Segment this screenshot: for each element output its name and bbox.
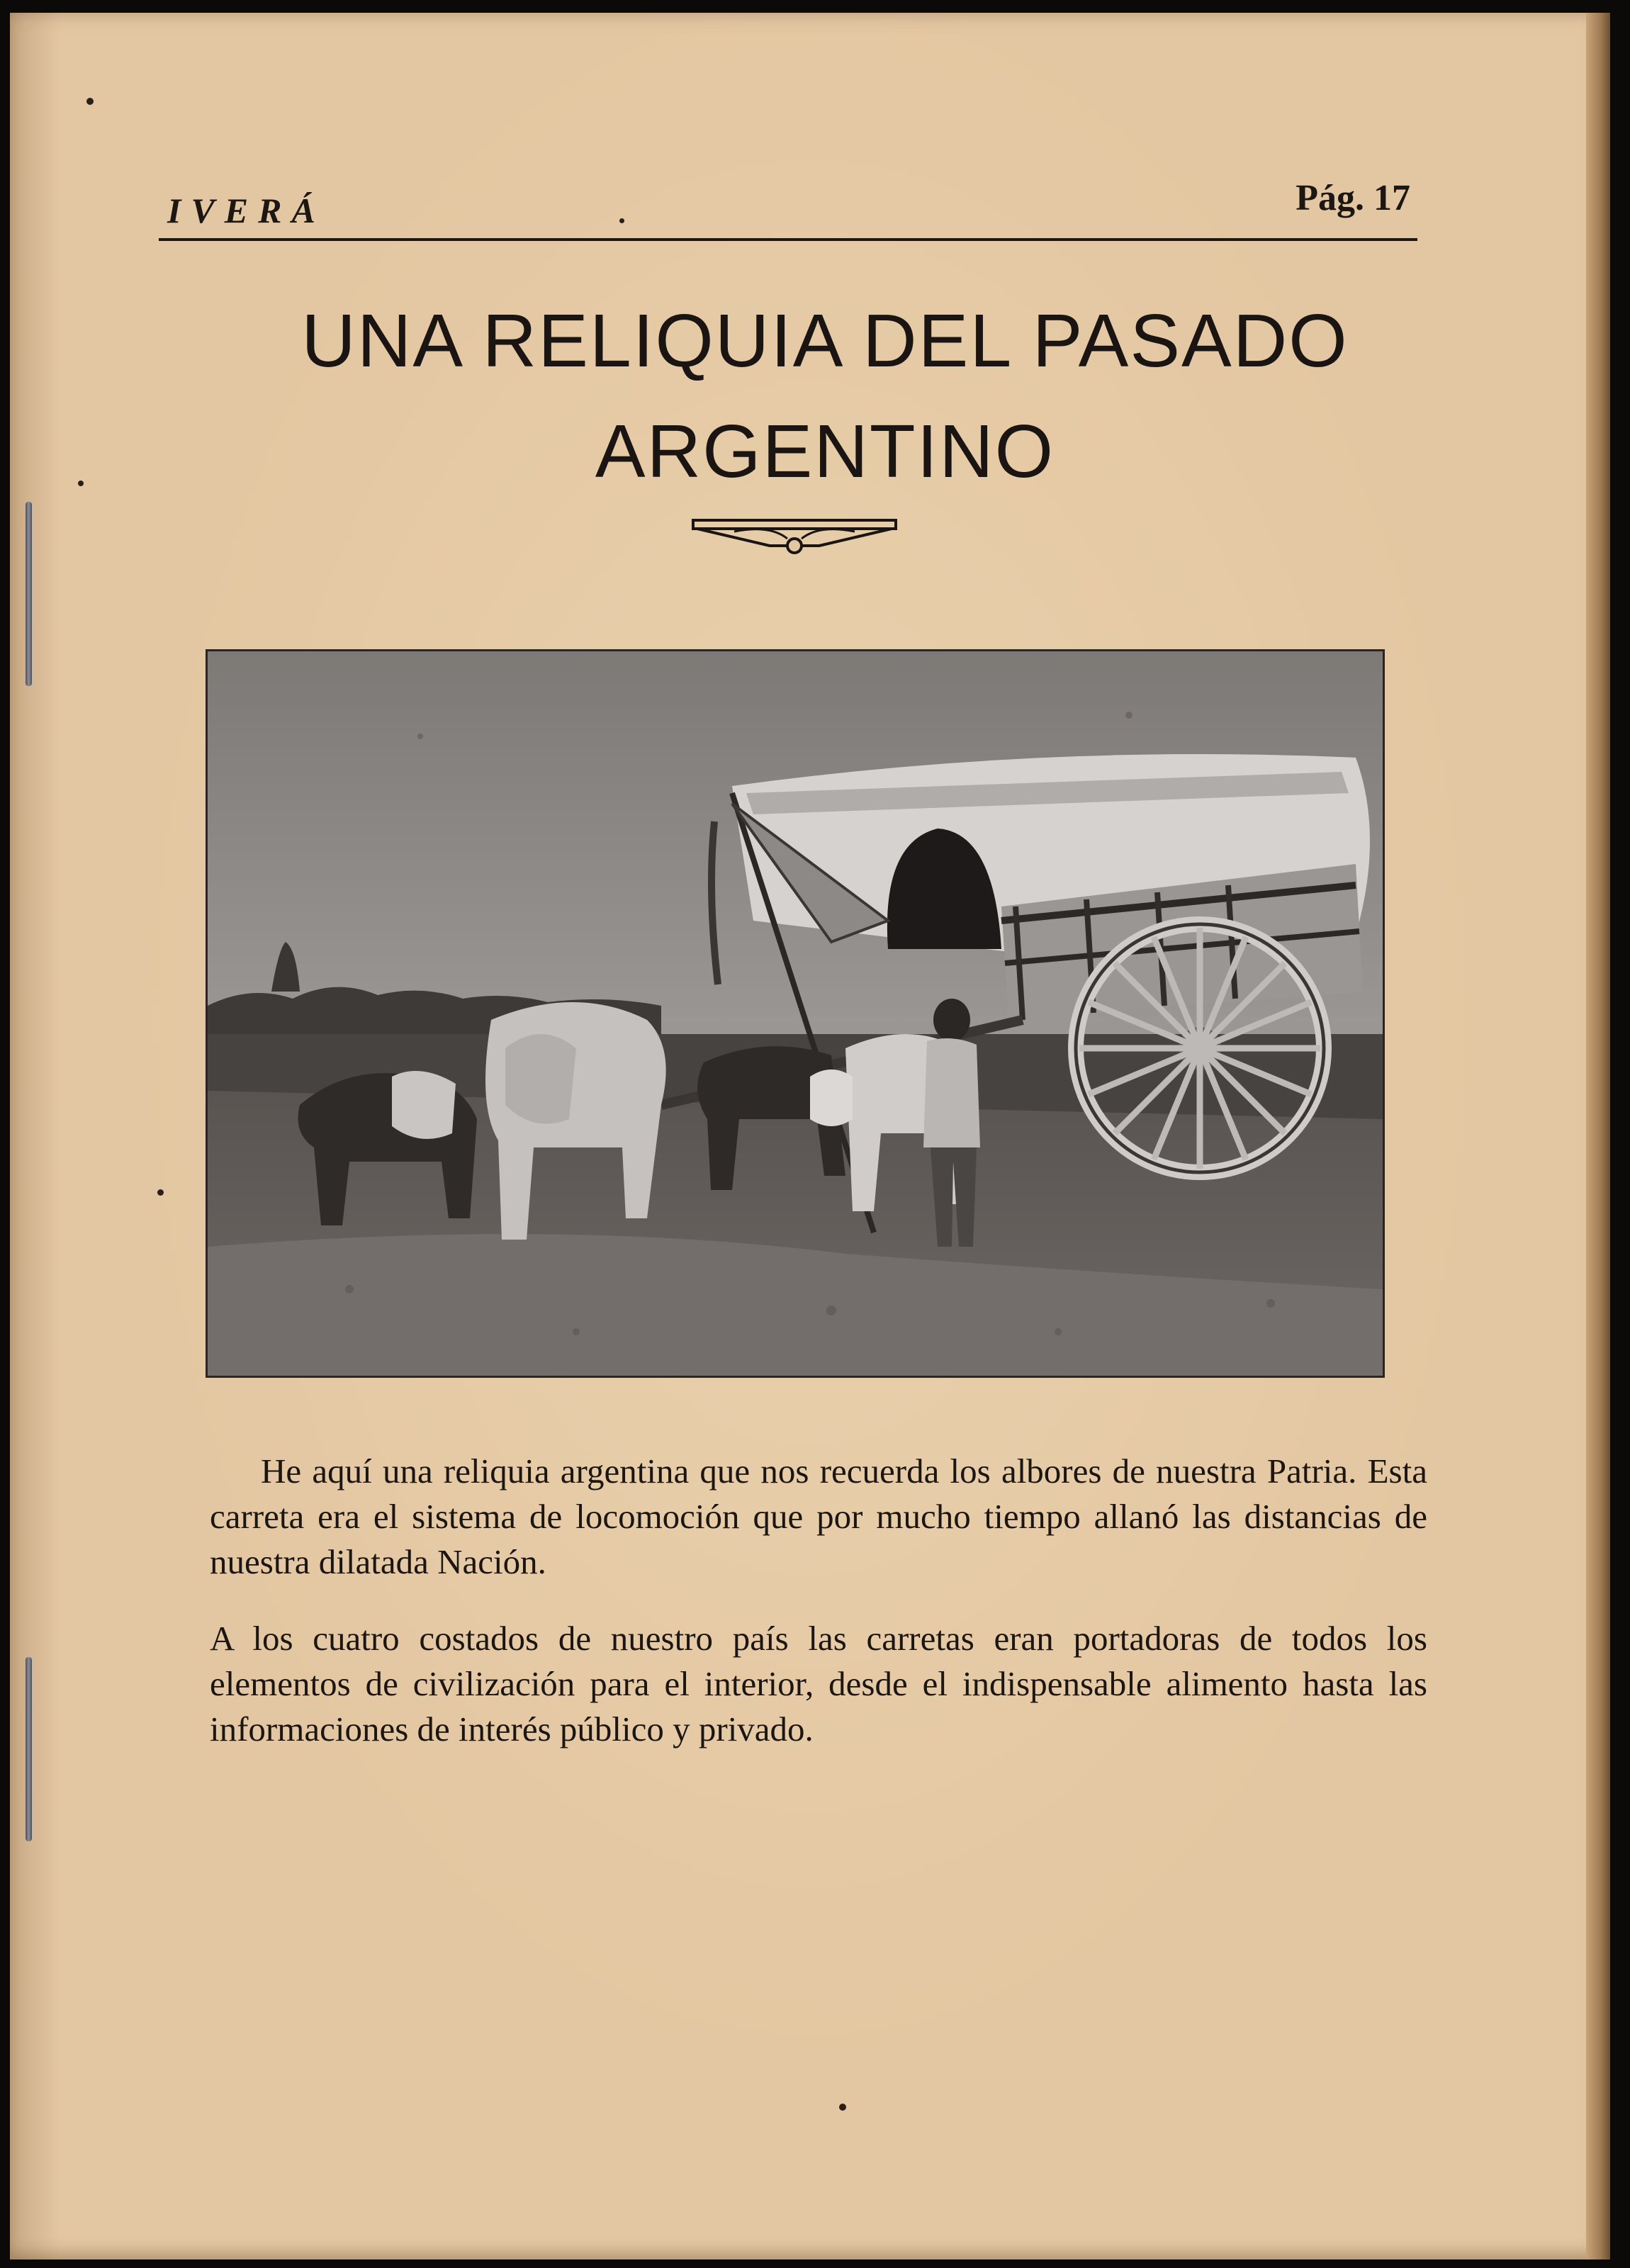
ox-cart-photo [206, 649, 1385, 1378]
journal-name: IVERÁ [167, 191, 325, 230]
binding-thread-top [26, 502, 32, 686]
running-header [159, 170, 1417, 241]
paper-speck [78, 481, 84, 486]
article-title-line-2: ARGENTINO [595, 410, 1055, 493]
article-title-line-1: UNA RELIQUIA DEL PASADO [301, 299, 1349, 383]
page-number: Pág. 17 [1295, 178, 1410, 218]
paper-speck [839, 2104, 846, 2111]
paper-speck [157, 1189, 164, 1196]
body-paragraph-2: A los cuatro costados de nuestro país las carretas eran portadoras de todos los elementos de civilización para el interior, desde el indispensable alimento hasta las informaciones de interés público y privado. [210, 1619, 1427, 1748]
magazine-page [10, 13, 1610, 2259]
binding-thread-bottom [26, 1657, 32, 1841]
page-edge [1586, 13, 1610, 2259]
paper-speck [619, 218, 624, 223]
title-ornament-icon [692, 517, 897, 560]
body-paragraph-1: He aquí una reliquia argentina que nos recuerda los albores de nuestra Patria. Esta carreta era el sistema de locomoción que por mucho tiempo allanó las distancias de nuestra dilatada Nación. [210, 1452, 1427, 1581]
paper-speck [86, 98, 94, 105]
